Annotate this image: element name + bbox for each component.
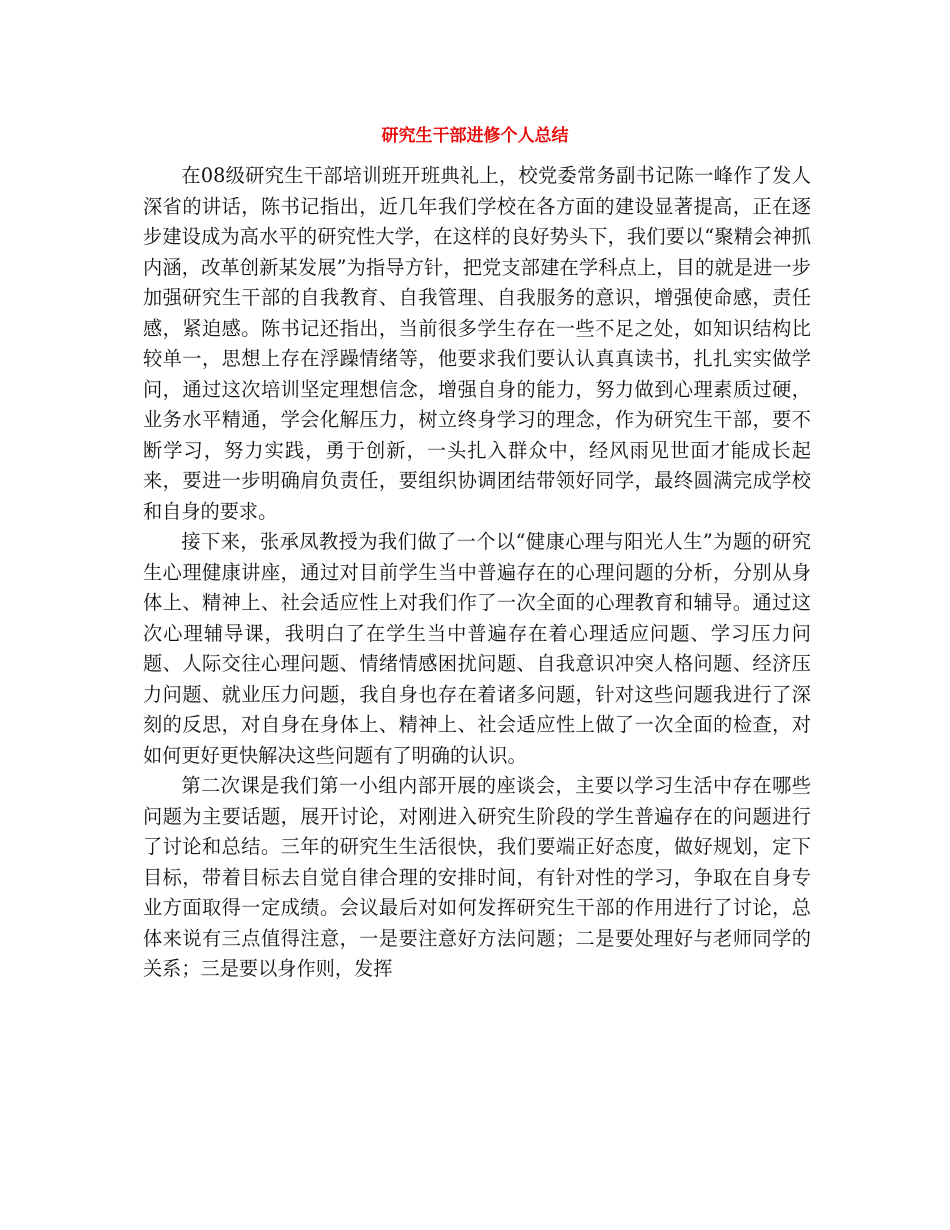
paragraph-mental-health-lecture: 接下来，张承凤教授为我们做了一个以“健康心理与阳光人生”为题的研究生心理健康讲座，通过对目前学生当中普遍存在的心理问题的分析，分别从身体上、精神上、社会适应性上对我们作了一次全面的心理教育和辅导。通过这次心理辅导课，我明白了在学生当中普遍存在着心理适应问题、学习压力问题、人际交往心理问题、情绪情感困扰问题、自我意识冲突人格问题、经济压力问题、就业压力问题，我自身也存在着诸多问题，针对这些问题我进行了深刻的反思，对自身在身体上、精神上、社会适应性上做了一次全面的检查，对如何更好更快解决这些问题有了明确的认识。 [143,530,811,767]
page-title: 研究生干部进修个人总结 [381,126,569,146]
paragraph-group-discussion: 第二次课是我们第一小组内部开展的座谈会，主要以学习生活中存在哪些问题为主要话题，展开讨论，对刚进入研究生阶段的学生普遍存在的问题进行了讨论和总结。三年的研究生生活很快，我们要端正好态度，做好规划，定下目标，带着目标去自觉自律合理的安排时间，有针对性的学习，争取在自身专业方面取得一定成绩。会议最后对如何发挥研究生干部的作用进行了讨论，总体来说有三点值得注意，一是要注意好方法问题；二是要处理好与老师同学的关系；三是要以身作则，发挥 [143,774,811,980]
paragraph-opening-ceremony: 在08级研究生干部培训班开班典礼上，校党委常务副书记陈一峰作了发人深省的讲话，陈书记指出，近几年我们学校在各方面的建设显著提高，正在逐步建设成为高水平的研究性大学，在这样的良好势头下，我们要以“聚精会神抓内涵，改革创新某发展”为指导方针，把党支部建在学科点上，目的就是进一步加强研究生干部的自我教育、自我管理、自我服务的意识，增强使命感，责任感，紧迫感。陈书记还指出，当前很多学生存在一些不足之处，如知识结构比较单一，思想上存在浮躁情绪等，他要求我们要认认真真读书，扎扎实实做学问，通过这次培训坚定理想信念，增强自身的能力，努力做到心理素质过硬，业务水平精通，学会化解压力，树立终身学习的理念，作为研究生干部，要不断学习，努力实践，勇于创新，一头扎入群众中，经风雨见世面才能成长起来，要进一步明确肩负责任，要组织协调团结带领好同学，最终圆满完成学校和自身的要求。 [143,164,811,523]
document-body [143,161,811,985]
